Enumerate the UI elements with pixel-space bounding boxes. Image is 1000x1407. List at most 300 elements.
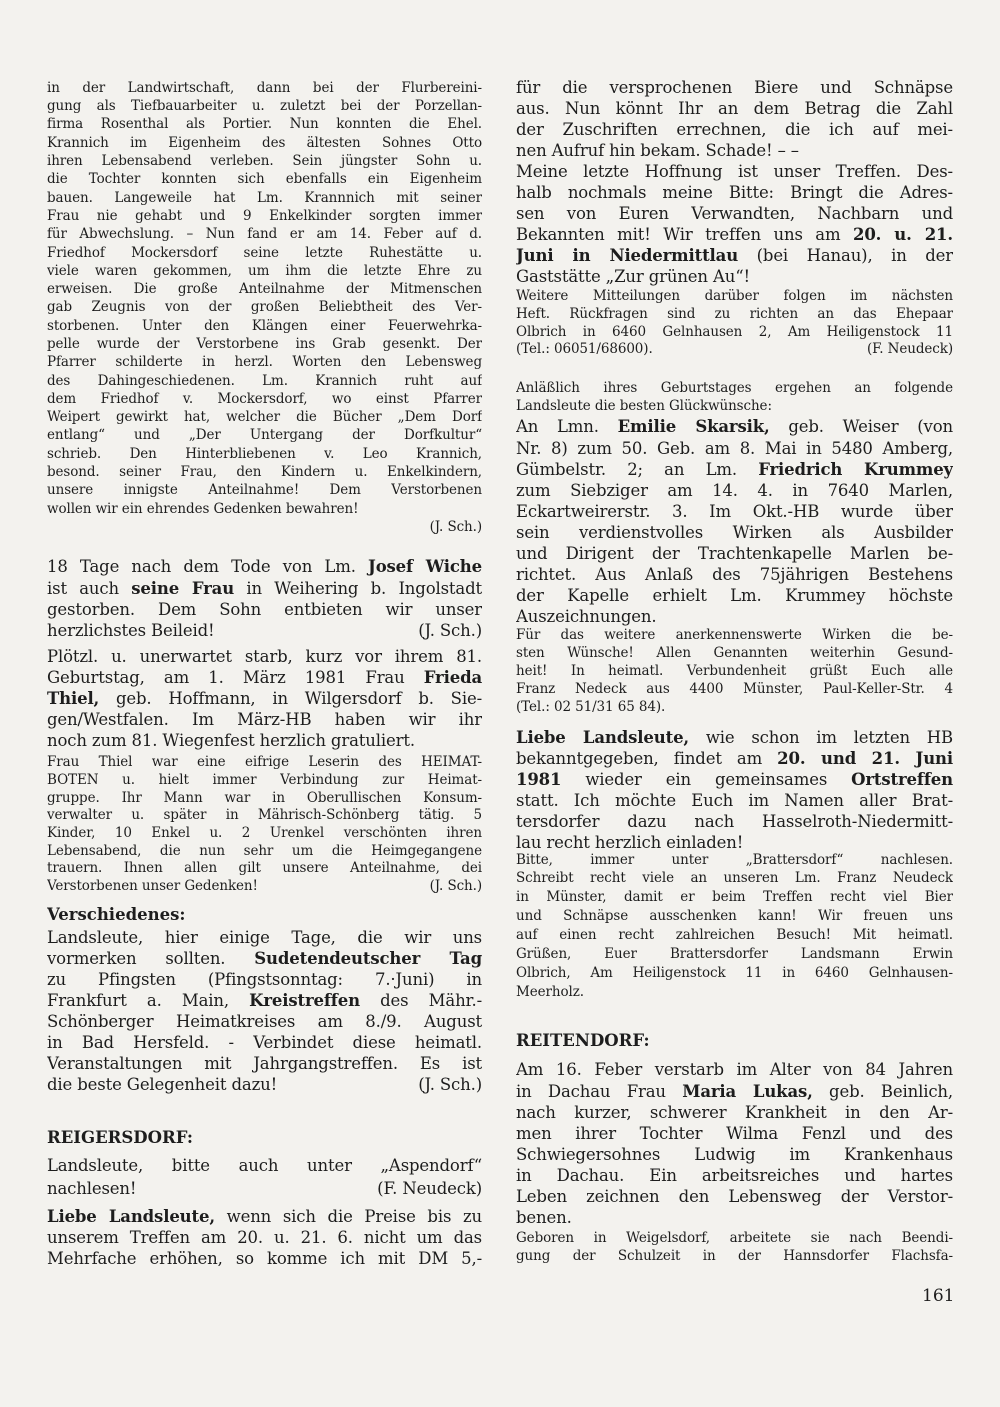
text-run: und Schnäpse ausschenken kann! Wir freuen uns [516, 908, 953, 925]
text-line [516, 1102, 953, 1123]
text-run: bauen. Langeweile hat Lm. Krannnich mit seiner [47, 189, 482, 206]
line-text [47, 171, 482, 187]
text-line [47, 790, 482, 808]
text-line [47, 1032, 482, 1053]
text-line [47, 298, 482, 316]
text-line [516, 645, 953, 663]
text-line [47, 152, 482, 170]
text-run: richtet. Aus Anlaß des 75jährigen Bestehens [516, 565, 953, 585]
text-run: Geburtstag, am 1. März 1981 Frau [47, 667, 424, 687]
text-run: gab Zeugnis von der großen Beliebtheit des Ver- [47, 299, 482, 316]
line-text [516, 78, 953, 97]
text-line [47, 709, 482, 730]
text-line [516, 983, 953, 1002]
small-paragraph [516, 288, 953, 359]
text-line [47, 1248, 482, 1269]
author-signature: (J. Sch.) [418, 1074, 482, 1094]
small-paragraph [516, 379, 953, 415]
paragraph [47, 646, 482, 751]
line-text [47, 557, 482, 576]
text-line [47, 1206, 482, 1227]
line-text [516, 791, 953, 810]
text-run: lau recht herzlich einladen! [516, 832, 744, 852]
line-text [47, 263, 482, 279]
text-run: für Abwechslung. – Nun fand er am 14. Feber auf d. [47, 226, 482, 243]
text-run: gruppe. Ihr Mann war in Oberullischen Konsum- [47, 789, 482, 806]
text-run: herzlichstes Beileid! [47, 621, 215, 641]
text-run: Eckartweirerstr. 3. Im Okt.-HB wurde über [516, 501, 953, 521]
text-run: die beste Gelegenheit dazu! [47, 1074, 278, 1094]
text-line [516, 1207, 953, 1228]
text-line [516, 397, 953, 415]
text-run: wieder ein gemeinsames [561, 769, 852, 789]
text-line [516, 832, 953, 853]
text-line [47, 1177, 482, 1200]
line-text [516, 889, 953, 905]
text-run: Schönberger Heimatkreises am 8./9. August [47, 1011, 482, 1031]
line-text [47, 772, 482, 788]
text-line [516, 964, 953, 983]
line-text [516, 565, 953, 584]
text-line [47, 170, 482, 188]
line-text [47, 208, 482, 224]
bold-text-run: 20. u. 21. [853, 224, 953, 244]
text-line [47, 353, 482, 371]
line-text [47, 336, 482, 352]
bold-text-run: Juni in Niedermittlau [516, 245, 739, 265]
text-line [47, 1074, 482, 1095]
text-line [516, 266, 953, 287]
line-text [47, 843, 482, 859]
text-run: firma Rosenthal als Portier. Nun konnten die Ehel. [47, 116, 482, 133]
line-text [516, 1187, 953, 1206]
line-text [47, 620, 215, 641]
paragraph [47, 556, 482, 641]
text-run: nachlesen! [47, 1178, 137, 1198]
text-line [516, 681, 953, 699]
line-text [516, 607, 656, 626]
text-run: Grüßen, Euer Brattersdorfer Landsmann Erwin [516, 946, 953, 962]
text-line [47, 390, 482, 408]
text-line [516, 748, 953, 769]
text-line [47, 599, 482, 620]
line-text [516, 1166, 953, 1185]
bold-text-run: Frieda [423, 667, 482, 687]
line-text [47, 710, 482, 729]
author-signature: (F. Neudeck) [866, 341, 953, 358]
text-run: Nr. 8) zum 50. Geb. am 8. Mai in 5480 Amberg, [516, 438, 953, 458]
text-line [516, 926, 953, 945]
line-text [516, 183, 953, 202]
text-line [47, 207, 482, 225]
text-line [516, 379, 953, 397]
author-signature: (J. Sch.) [418, 621, 482, 641]
text-line [47, 878, 482, 896]
bold-text-run: Sudetendeutscher Tag [254, 948, 482, 968]
text-run: tersdorfer dazu nach Hasselroth-Niedermitt- [516, 811, 953, 831]
line-text [47, 825, 482, 841]
line-text [47, 790, 482, 806]
line-text [47, 1054, 482, 1073]
text-run: 18 Tage nach dem Tode von Lm. [47, 557, 369, 577]
bold-text-run: Josef Wiche [368, 557, 482, 577]
text-run: nach kurzer, schwerer Krankheit in den Ar- [516, 1102, 953, 1122]
text-line [516, 1247, 953, 1265]
text-line [47, 1011, 482, 1032]
text-run: auf einen recht zahlreichen Besuch! Mit heimatl. [516, 927, 953, 944]
text-line [47, 225, 482, 243]
text-line [47, 556, 482, 577]
text-line [516, 851, 953, 870]
line-text [47, 1128, 193, 1147]
text-line [47, 335, 482, 353]
text-run: der Kapelle erhielt Lm. Krummey höchste [516, 586, 953, 606]
text-line [516, 1123, 953, 1144]
text-run: Olbrich, Am Heiligenstock 11 in 6460 Gelnhausen- [516, 964, 953, 981]
line-text [47, 949, 482, 968]
line-text [516, 1230, 953, 1246]
line-text [516, 627, 953, 643]
line-text [516, 728, 953, 747]
text-line [516, 324, 953, 342]
line-text [47, 318, 482, 334]
text-run: Franz Nedeck aus 4400 Münster, Paul-Keller-Str. 4 [516, 680, 953, 697]
text-line [47, 518, 482, 536]
bold-text-run: seine Frau [131, 578, 235, 598]
text-run: (Tel.: 06051/68600). [516, 341, 653, 358]
line-text [47, 1207, 482, 1226]
text-run: die Tochter konnten sich ebenfalls ein Eigenheim [47, 171, 482, 188]
text-run: sen von Euren Verwandten, Nachbarn und [516, 203, 953, 223]
text-run: in Münster, damit er beim Treffen recht viel Bier [516, 889, 953, 906]
line-text [516, 439, 953, 458]
line-text [516, 1082, 953, 1101]
text-run: Bekannten mit! Wir treffen uns am [516, 224, 853, 244]
line-text [516, 246, 953, 265]
text-run: in Bad Hersfeld. - Verbindet diese heimatl. [47, 1032, 482, 1052]
line-text [516, 663, 953, 679]
text-run: vormerken sollten. [47, 948, 255, 968]
bold-text-run: Liebe Landsleute, [516, 727, 690, 747]
text-line [47, 1053, 482, 1074]
text-run: Veranstaltungen mit Jahrgangstreffen. Es ist [47, 1053, 482, 1073]
text-line [516, 811, 953, 832]
text-run: wenn sich die Preise bis zu [214, 1206, 482, 1226]
text-run: sein verdienstvolles Wirken als Ausbilder [516, 522, 953, 542]
line-text [47, 226, 482, 242]
text-run: Gaststätte „Zur grünen Au“! [516, 266, 750, 286]
text-line [516, 203, 953, 224]
text-run: noch zum 81. Wiegenfest herzlich gratuliert. [47, 730, 415, 750]
text-line [47, 372, 482, 390]
line-text [47, 281, 482, 297]
line-text [516, 965, 953, 981]
section-heading [47, 1128, 482, 1148]
text-run: aus. Nun könnt Ihr an dem Betrag die Zahl [516, 98, 953, 118]
text-line [47, 905, 482, 925]
text-run: wollen wir ein ehrendes Gedenken bewahren! [47, 500, 359, 517]
line-text [47, 860, 482, 876]
small-paragraph [516, 851, 953, 1002]
paragraph [47, 1206, 482, 1269]
text-line [47, 825, 482, 843]
text-line [516, 416, 953, 437]
text-run: ist auch [47, 578, 132, 598]
text-line [47, 189, 482, 207]
line-text [47, 1177, 136, 1200]
line-text [47, 1156, 482, 1175]
text-run: sten Wünsche! Allen Genannten weiterhin Gesund- [516, 644, 953, 661]
line-text [516, 141, 799, 160]
line-text [47, 878, 258, 896]
text-line [516, 869, 953, 888]
text-run: in Dachau. Ein arbeitsreiches und hartes [516, 1165, 953, 1185]
line-text [47, 135, 482, 151]
line-text [47, 427, 482, 443]
text-run: Verstorbenen unser Gedenken! [47, 877, 258, 894]
text-run: gen/Westfalen. Im März-HB haben wir ihr [47, 709, 482, 729]
text-line [47, 807, 482, 825]
text-run: Heft. Rückfragen sind zu richten an das Ehepaar [516, 305, 953, 322]
text-run: BOTEN u. hielt immer Verbindung zur Heimat- [47, 771, 482, 788]
text-line [47, 97, 482, 115]
text-line [47, 408, 482, 426]
text-run: REIGERSDORF: [47, 1128, 193, 1147]
line-text [47, 1074, 277, 1095]
bold-text-run: Friedrich Krummey [758, 459, 953, 479]
line-text [516, 1124, 953, 1143]
text-line [47, 969, 482, 990]
text-line [516, 161, 953, 182]
text-line [47, 1227, 482, 1248]
text-run: geb. Beinlich, [812, 1081, 953, 1101]
line-text [47, 80, 482, 96]
line-text [516, 1248, 953, 1264]
text-line [47, 843, 482, 861]
text-line [516, 1144, 953, 1165]
line-text [516, 586, 953, 605]
text-line [47, 262, 482, 280]
section-heading [47, 905, 482, 925]
text-run: verwalter u. später in Mährisch-Schönberg tätig. 5 [47, 807, 482, 824]
text-line [516, 699, 953, 717]
line-text [47, 1228, 482, 1247]
text-line [47, 463, 482, 481]
text-line [47, 688, 482, 709]
line-text [516, 1031, 650, 1050]
text-run: Landsleute, bitte auch unter „Aspendorf“ [47, 1155, 482, 1175]
line-text [516, 544, 953, 563]
line-text [47, 501, 358, 517]
line-text [47, 116, 482, 132]
line-text [47, 299, 482, 315]
text-run: Frau Thiel war eine eifrige Leserin des HEIMAT- [47, 754, 482, 771]
text-run: des Mähr.- [359, 990, 482, 1010]
text-run: viele waren gekommen, um ihm die letzte Ehre zu [47, 262, 482, 279]
line-text [47, 668, 482, 687]
text-line [516, 727, 953, 748]
paragraph [47, 1154, 482, 1200]
page-number: 161 [922, 1286, 955, 1306]
paragraph [516, 77, 953, 287]
line-text [516, 1145, 953, 1164]
text-run: zu Pfingsten (Pfingstsonntag: 7.·Juni) in [47, 969, 482, 989]
text-line [516, 438, 953, 459]
text-run: halb nochmals meine Bitte: Bringt die Adres- [516, 182, 953, 202]
text-line [47, 667, 482, 688]
line-text [516, 870, 953, 886]
text-line [516, 663, 953, 681]
text-run: Anläßlich ihres Geburtstages ergehen an folgende [516, 380, 953, 396]
text-run: Friedhof Mockersdorf seine letzte Ruhestätte u. [47, 244, 482, 261]
line-text [47, 409, 482, 425]
text-line [516, 1165, 953, 1186]
line-text [47, 153, 482, 169]
line-text [47, 1249, 482, 1268]
line-text [516, 324, 953, 340]
line-text [47, 354, 482, 370]
author-signature: (J. Sch.) [429, 877, 482, 894]
line-text [47, 647, 482, 666]
text-line [516, 606, 953, 627]
line-text [516, 481, 953, 500]
text-line [47, 620, 482, 641]
line-text [516, 398, 772, 414]
line-text [47, 245, 482, 261]
line-text [47, 579, 482, 598]
bold-text-run: Thiel, [47, 688, 100, 708]
bold-text-run: Liebe Landsleute, [47, 1206, 215, 1226]
small-paragraph [516, 1229, 953, 1265]
text-line [516, 1059, 953, 1080]
text-run: schrieb. Den Hinterbliebenen v. Leo Krannich, [47, 445, 482, 462]
text-run: Frau nie gehabt und 9 Enkelkinder sorgten immer [47, 207, 482, 224]
bold-text-run: Emilie Skarsik, [617, 417, 770, 437]
text-line [516, 907, 953, 926]
line-text [516, 1208, 572, 1227]
text-line [516, 1081, 953, 1102]
line-text [516, 812, 953, 831]
text-line [47, 481, 482, 499]
text-line [516, 790, 953, 811]
line-text [47, 689, 482, 708]
line-text [516, 1103, 953, 1122]
text-line [516, 77, 953, 98]
text-run: Plötzl. u. unerwartet starb, kurz vor ihrem 81. [47, 646, 482, 666]
line-text [47, 731, 415, 750]
text-line [47, 948, 482, 969]
text-line [47, 927, 482, 948]
line-text [47, 807, 482, 823]
text-run: Olbrich in 6460 Gelnhausen 2, Am Heiligenstock 11 [516, 323, 953, 340]
text-run: nen Aufruf hin bekam. Schade! – – [516, 140, 799, 160]
line-text [516, 162, 953, 181]
text-run: men ihrer Tochter Wilma Fenzl und des [516, 1123, 953, 1143]
line-text [516, 460, 953, 479]
text-line [516, 888, 953, 907]
line-text [516, 946, 953, 962]
text-run: in Dachau Frau [516, 1081, 683, 1101]
text-run: und Dirigent der Trachtenkapelle Marlen be- [516, 544, 953, 563]
line-text [47, 373, 482, 389]
text-run: Weipert gewirkt hat, welcher die Bücher „Dem Dorf [47, 409, 482, 426]
text-line [516, 480, 953, 501]
line-text [47, 970, 482, 989]
text-line [47, 500, 482, 518]
text-run: Verschiedenes: [47, 905, 186, 924]
text-run: in der Landwirtschaft, dann bei der Flurbereini- [47, 79, 482, 96]
text-line [47, 79, 482, 97]
text-run: Landsleute, hier einige Tage, die wir uns [47, 927, 482, 947]
text-run: gestorben. Dem Sohn entbieten wir unser [47, 599, 482, 619]
section-heading [516, 1031, 953, 1051]
text-run: trauern. Ihnen allen gilt unsere Anteilnahme, dei [47, 860, 482, 877]
text-run: geb. Hoffmann, in Wilgersdorf b. Sie- [99, 688, 482, 708]
text-line [516, 543, 953, 564]
text-run: Lebensabend, die nun sehr um die Heimgegangene [47, 842, 482, 859]
text-run: unserem Treffen am 20. u. 21. 6. nicht um das [47, 1227, 482, 1247]
author-signature: (F. Neudeck) [377, 1178, 482, 1198]
text-run: der Zuschriften errechnen, die ich auf mei- [516, 119, 953, 139]
text-run: unsere innigste Anteilnahme! Dem Verstorbenen [47, 482, 482, 499]
text-line [516, 522, 953, 543]
text-line [47, 134, 482, 152]
bold-text-run: 20. und 21. Juni [777, 748, 953, 768]
text-run: in Weihering b. Ingolstadt [234, 578, 482, 598]
text-run: gung der Schulzeit in der Hannsdorfer Flachsfa- [516, 1248, 953, 1264]
line-text [47, 991, 482, 1010]
line-text [47, 98, 482, 114]
text-run: Landsleute die besten Glückwünsche: [516, 398, 772, 414]
text-line [516, 341, 953, 359]
text-line [47, 646, 482, 667]
line-text [47, 391, 482, 407]
text-run: Mehrfache erhöhen, so komme ich mit DM 5,- [47, 1248, 482, 1268]
paragraph [47, 927, 482, 1095]
text-run: storbenen. Unter den Klängen einer Feuerwehrka- [47, 317, 482, 334]
text-run: heit! In heimatl. Verbundenheit grüßt Euch alle [516, 662, 953, 679]
small-paragraph [47, 754, 482, 896]
text-run: des Dahingeschiedenen. Lm. Krannich ruht auf [47, 372, 482, 389]
text-run: bekanntgegeben, findet am [516, 748, 778, 768]
line-text [516, 681, 953, 697]
text-line [47, 115, 482, 133]
text-line [47, 317, 482, 335]
text-run: Bitte, immer unter „Brattersdorf“ nachlesen. [516, 851, 953, 868]
line-text [516, 225, 953, 244]
text-run: Für das weitere anerkennenswerte Wirken die be- [516, 627, 953, 644]
text-run: Auszeichnungen. [516, 607, 657, 627]
text-line [516, 182, 953, 203]
text-line [516, 245, 953, 266]
line-text [516, 417, 953, 436]
line-text [516, 523, 953, 542]
text-run: benen. [516, 1208, 572, 1228]
text-line [516, 501, 953, 522]
line-text [516, 306, 953, 322]
line-text [516, 99, 953, 118]
bold-text-run: Kreistreffen [249, 990, 360, 1010]
text-run: besond. seiner Frau, den Kindern u. Enkelkindern, [47, 464, 482, 481]
line-text [516, 927, 953, 943]
text-line [516, 945, 953, 964]
text-line [47, 1154, 482, 1177]
line-text [516, 204, 953, 223]
text-line [516, 1229, 953, 1247]
line-text [516, 380, 953, 396]
text-run: Weitere Mitteilungen darüber folgen im nächsten [516, 288, 953, 305]
text-run: pelle wurde der Verstorbene ins Grab gesenkt. Der [47, 336, 482, 352]
